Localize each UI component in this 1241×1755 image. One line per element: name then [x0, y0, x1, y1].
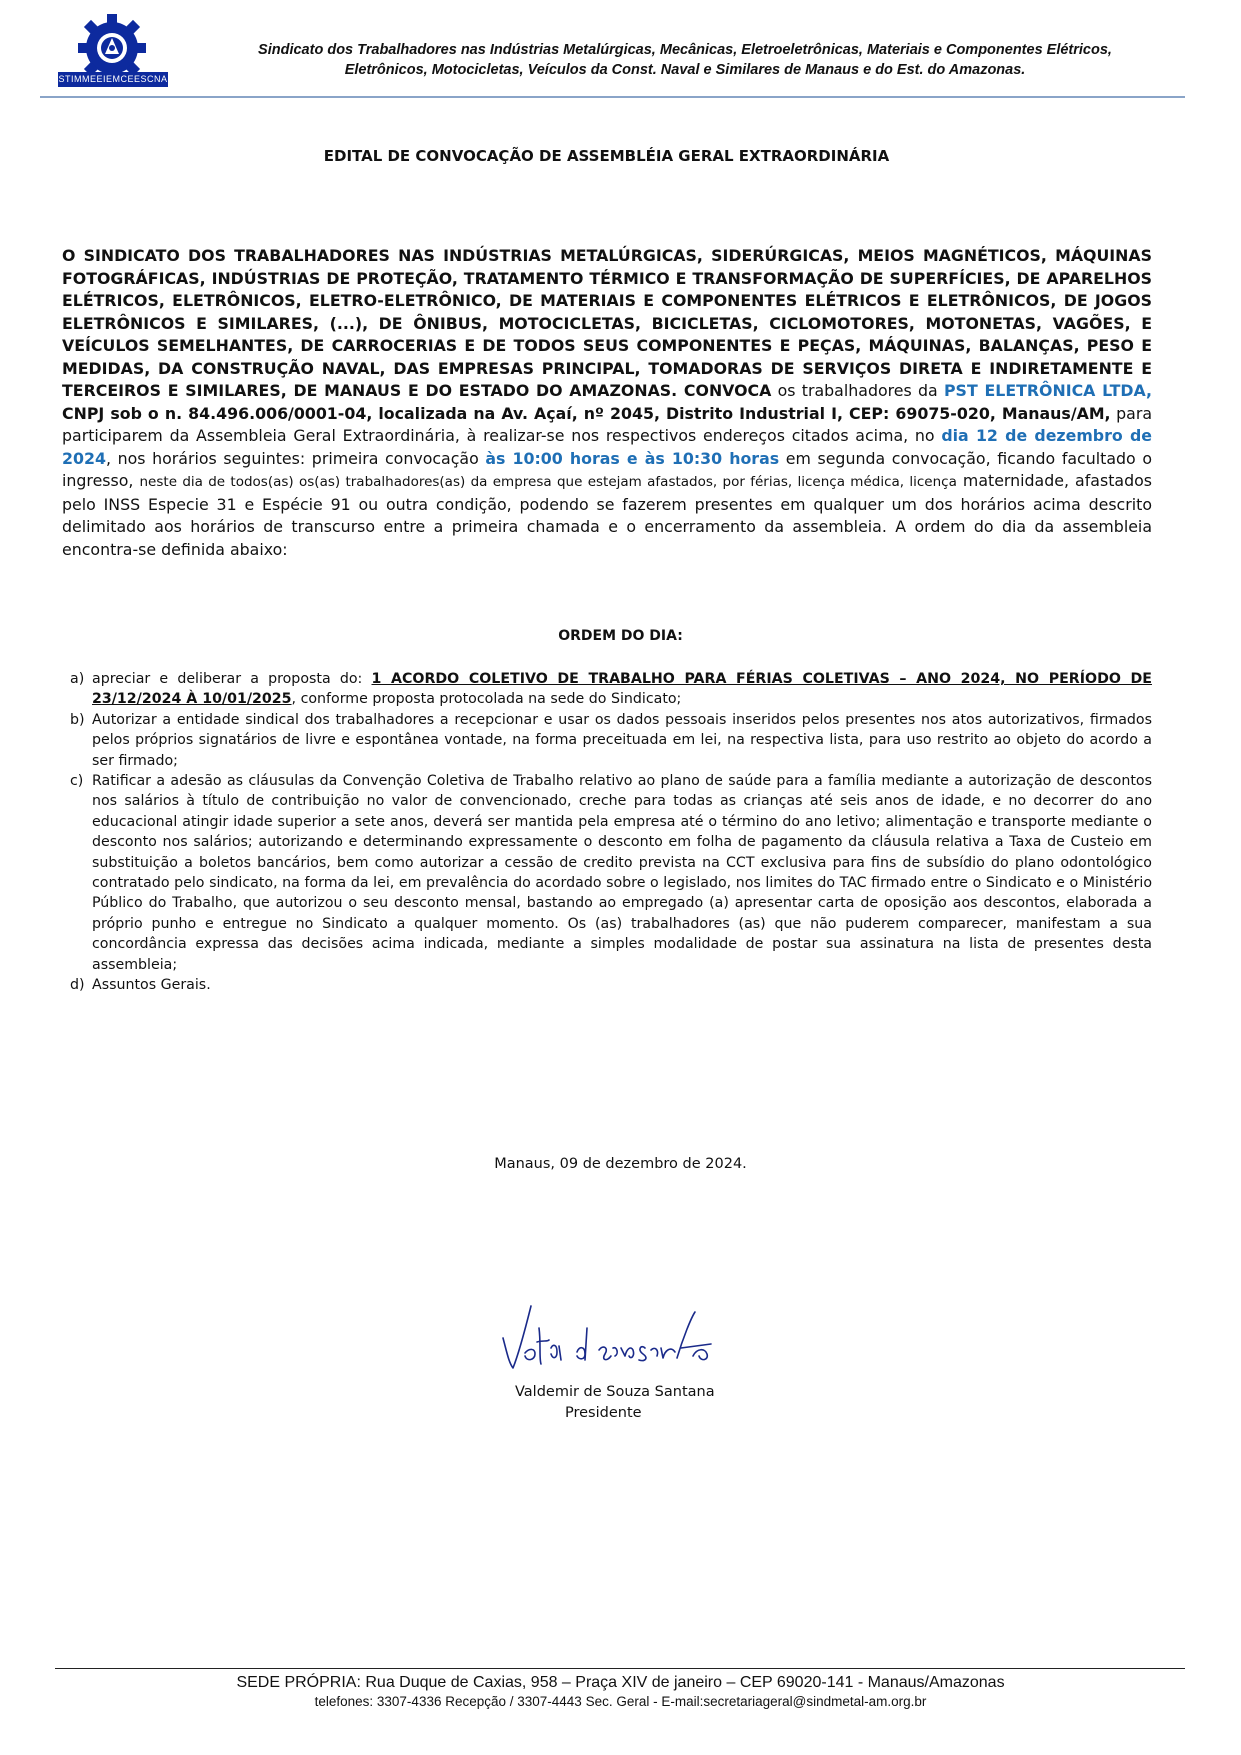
logo-acronym: STIMMEEIEMCEESCNA [58, 72, 168, 87]
agenda-item-marker: a) [70, 671, 85, 687]
agenda-item-c [62, 771, 1152, 975]
union-name-line-2: Eletrônicos, Motocicletas, Veículos da Const. Naval e Similares de Manaus e do Est. do Amazonas. [344, 62, 1026, 78]
company-name: PST ELETRÔNICA LTDA, [943, 381, 1152, 400]
assembly-times: às 10:00 horas e às 10:30 horas [485, 448, 780, 468]
body-text-1: os trabalhadores da [771, 381, 944, 400]
union-logo [48, 12, 172, 94]
signatory-role: Presidente [565, 1405, 642, 1421]
footer [0, 1673, 1241, 1711]
agenda-item-text: apreciar e deliberar a proposta do: [92, 671, 372, 687]
agenda-item-d [62, 975, 1152, 995]
agenda-item-b [62, 710, 1152, 771]
body-text-2: para participarem da Assembleia Geral Extraordinária, à realizar-se nos respectivos endereços citados acima, no [62, 403, 1153, 445]
signatory [515, 1382, 735, 1424]
footer-contacts: telefones: 3307-4336 Recepção / 3307-4443 Sec. Geral - E-mail:secretariageral@sindmetal-am.org.br [314, 1694, 927, 1709]
body-text-5: neste dia de todos(as) os(as) trabalhadores(as) da empresa que estejam afastados, por férias, licença médica, licença [139, 474, 957, 490]
agenda-item-a [62, 669, 1152, 710]
signature-icon [495, 1298, 745, 1388]
body-text-6: maternidade, afastados pelo INSS Especie 31 e Espécie 91 ou outra condição, podendo se fazerem presentes em qualquer um dos horários acima descrito delimitado aos horários de transcurso entre a primeira chamada e o encerramento da assembleia. A ordem do dia da assembleia encontra-se definida abaixo: [62, 471, 1153, 559]
union-full-name: O SINDICATO DOS TRABALHADORES NAS INDÚSTRIAS METALÚRGICAS, SIDERÚRGICAS, MEIOS MAGNÉTICOS, MÁQUINAS FOTOGRÁFICAS, INDÚSTRIAS DE PROTEÇÃO, TRATAMENTO TÉRMICO E TRANSFORMAÇÃO DE SUPERFÍCIES, DE APARELHOS ELÉTRICOS, ELETRÔNICOS, ELETRO-ELETRÔNICO, DE MATERIAIS E COMPONENTES ELÉTRICOS E ELETRÔNICOS, DE JOGOS ELETRÔNICOS E SIMILARES, (...), DE ÔNIBUS, MOTOCICLETAS, BICICLETAS, CICLOMOTORES, MOTONETAS, VAGÕES, E VEÍCULOS SEMELHANTES, DE CARROCERIAS E DE TODOS SEUS COMPONENTES E PEÇAS, MÁQUINAS, BALANÇAS, PESO E MEDIDAS, DA CONSTRUÇÃO NAVAL, DAS EMPRESAS PRINCIPAL, TOMADORAS DE SERVIÇOS DIRETA E INDIRETAMENTE E TERCEIROS E SIMILARES, DE MANAUS E DO ESTADO DO AMAZONAS. CONVOCA [62, 246, 1152, 400]
handwritten-signature [495, 1298, 745, 1388]
body-text-4: em segunda convocação, ficando facultado o ingresso, [62, 448, 1152, 490]
footer-address: SEDE PRÓPRIA: Rua Duque de Caxias, 958 – Praça XIV de janeiro – CEP 69020-141 - Manaus/Amazonas [236, 1674, 1005, 1691]
agenda-item-agreement: 1 ACORDO COLETIVO DE TRABALHO PARA FÉRIAS COLETIVAS – ANO 2024, NO PERÍODO DE 23/12/2024 À 10/01/2025 [92, 671, 1152, 708]
agenda-item-marker: d) [70, 977, 85, 994]
company-cnpj-address: CNPJ sob o n. 84.496.006/0001-04, localizada na Av. Açaí, nº 2045, Distrito Industrial I, CEP: 69075-020, Manaus/AM, [62, 403, 1111, 423]
convocation-paragraph [62, 245, 1152, 561]
agenda-item-text: , conforme proposta protocolada na sede do Sindicato; [291, 691, 682, 708]
letterhead [40, 10, 1185, 95]
union-name-line-1: Sindicato dos Trabalhadores nas Indústrias Metalúrgicas, Mecânicas, Eletroeletrônicas, Materiais e Componentes Elétricos, [258, 42, 1112, 58]
document-title: EDITAL DE CONVOCAÇÃO DE ASSEMBLÉIA GERAL EXTRAORDINÁRIA [323, 147, 890, 165]
agenda-item-text: Assuntos Gerais. [92, 977, 211, 994]
agenda-item-marker: b) [70, 711, 85, 728]
agenda-item-text: Autorizar a entidade sindical dos trabalhadores a recepcionar e usar os dados pessoais inseridos pelos presentes nos atos autorizativos, firmados pelos próprios signatários de livre e espontânea vontade, na forma preceituada em lei, na respectiva lista, para uso restrito ao objeto do acordo a ser firmado; [92, 711, 1152, 769]
union-name [185, 40, 1185, 80]
assembly-date: dia 12 de dezembro de 2024 [62, 426, 1152, 468]
body-text-3: , nos horários seguintes: primeira convocação [105, 448, 486, 468]
place-and-date: Manaus, 09 de dezembro de 2024. [494, 1156, 747, 1172]
agenda-title: ORDEM DO DIA: [558, 628, 683, 644]
agenda-list [62, 669, 1152, 996]
agenda-item-text: Ratificar a adesão as cláusulas da Convenção Coletiva de Trabalho relativo ao plano de saúde para a família mediante a autorização de descontos nos salários à título de contribuição no valor de convencionado, creche para todas as crianças até seis anos de idade, e no decorrer do ano educacional atingir idade superior a sete anos, deverá ser mantida pela empresa até o término do ano letivo; alimentação e transporte mediante o desconto nos salários; autorizando e determinando expressamente o desconto em folha de pagamento da cláusula relativa a Taxa de Custeio em substituição a boletos bancários, bem como autorizar a cessão de credito prevista na CCT exclusiva para fins de subsídio do plano odontológico contratado pelo sindicato, na forma da lei, em prevalência do acordado sobre o legislado, nos limites do TAC firmado entre o Sindicato e o Ministério Público do Trabalho, que autorizou o seu desconto mensal, bastando ao empregado (a) apresentar carta de oposição aos descontos, elaborada a próprio punho e entregue no Sindicato a qualquer momento. Os (as) trabalhadores (as) que não puderem comparecer, manifestam a sua concordância expressa das decisões acima indicada, mediante a simples modalidade de postar sua assinatura na lista de presentes desta assembleia; [92, 773, 1152, 973]
signatory-name: Valdemir de Souza Santana [515, 1384, 715, 1400]
footer-divider [55, 1668, 1185, 1669]
agenda-item-marker: c) [70, 773, 84, 790]
header-divider [40, 96, 1185, 98]
